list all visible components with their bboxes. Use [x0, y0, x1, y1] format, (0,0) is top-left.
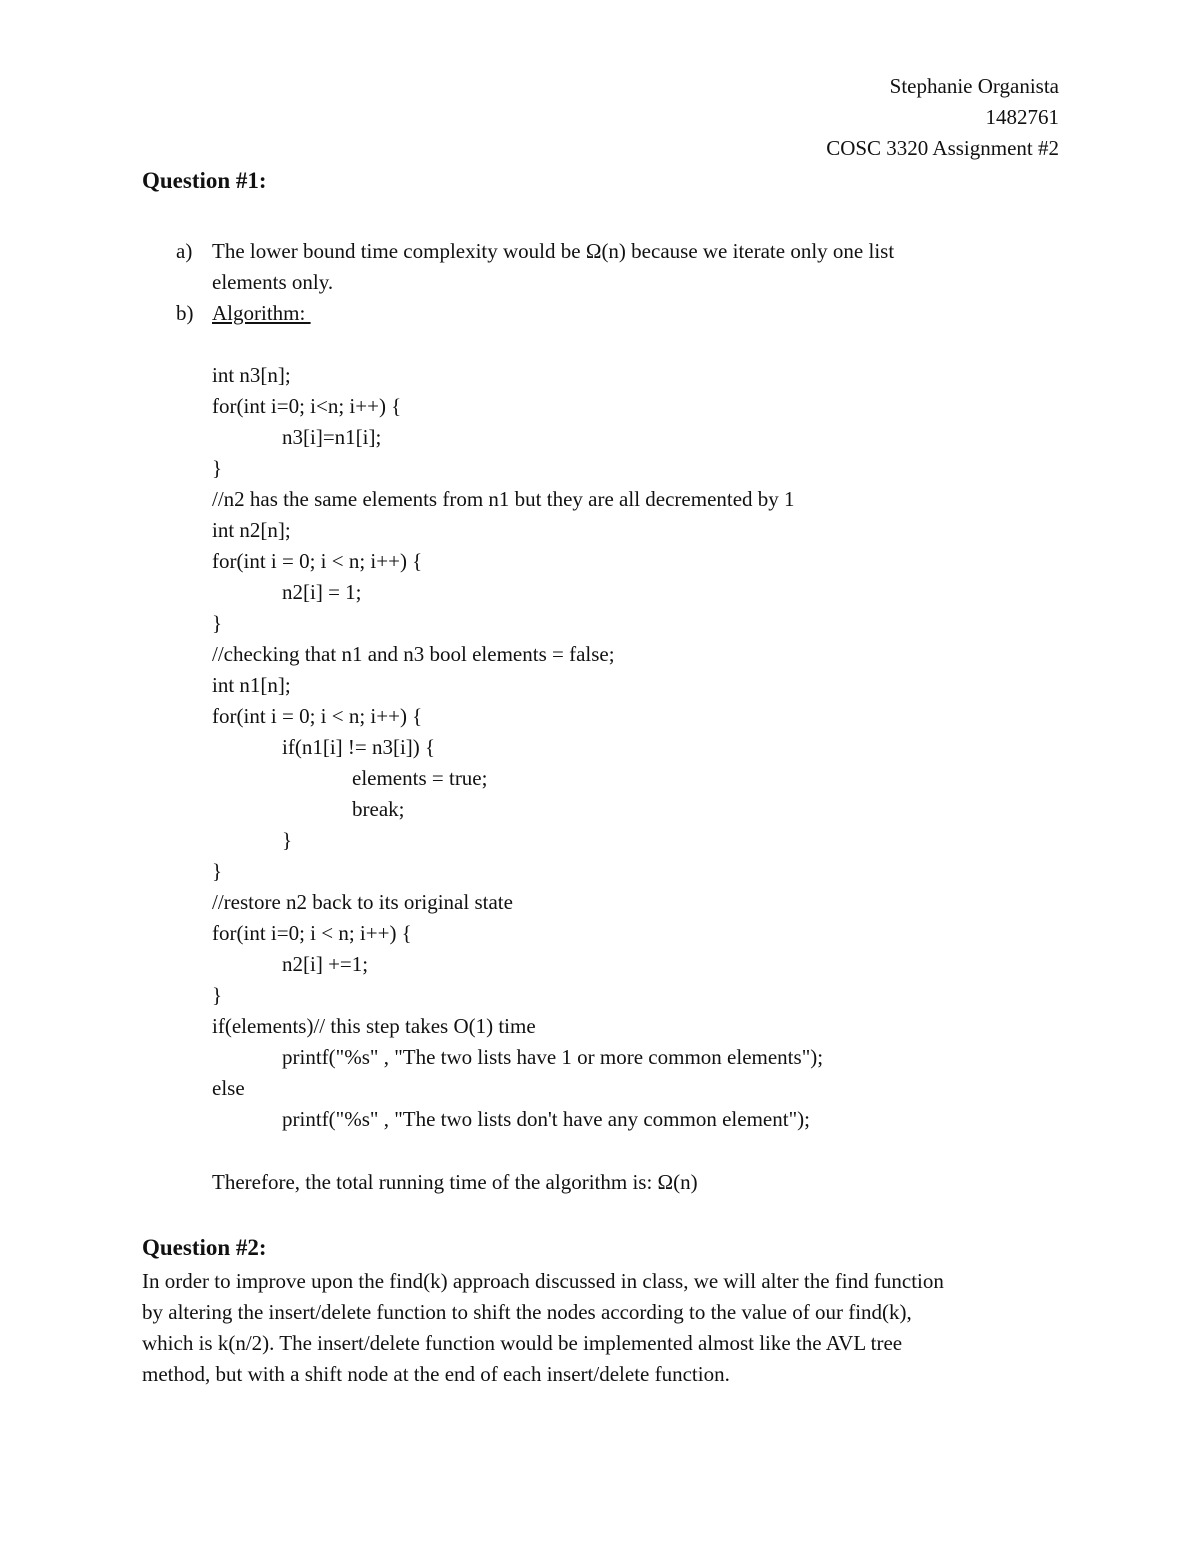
paragraph-line: method, but with a shift node at the end of each insert/delete function. — [142, 1362, 730, 1386]
code-line: for(int i = 0; i < n; i++) { — [212, 704, 423, 728]
code-line: if(elements)// this step takes O(1) time — [212, 1014, 536, 1038]
part-a-text-line-1: The lower bound time complexity would be Ω(n) because we iterate only one list — [212, 239, 895, 263]
part-b-label: Algorithm: — [212, 301, 311, 325]
author-name: Stephanie Organista — [889, 74, 1059, 98]
code-line: } — [212, 859, 223, 883]
paragraph-line: which is k(n/2). The insert/delete function would be implemented almost like the AVL tree — [142, 1331, 903, 1355]
code-line: n3[i]=n1[i]; — [282, 425, 382, 449]
question-2-heading: Question #2: — [142, 1235, 267, 1260]
code-comment: //n2 has the same elements from n1 but they are all decremented by 1 — [212, 487, 795, 511]
code-line: int n3[n]; — [212, 363, 291, 387]
code-line: int n1[n]; — [212, 673, 291, 697]
conclusion-text: Therefore, the total running time of the algorithm is: Ω(n) — [212, 1170, 698, 1194]
code-line: n2[i] = 1; — [282, 580, 362, 604]
code-line: n2[i] +=1; — [282, 952, 369, 976]
code-line: printf("%s" , "The two lists don't have any common element"); — [282, 1107, 810, 1131]
code-line: break; — [352, 797, 405, 821]
code-line: } — [212, 611, 223, 635]
part-b-marker: b) — [176, 301, 194, 325]
code-comment: //checking that n1 and n3 bool elements = false; — [212, 642, 615, 666]
paragraph-line: by altering the insert/delete function to shift the nodes according to the value of our find(k), — [142, 1300, 912, 1324]
code-line: else — [212, 1076, 245, 1100]
paragraph-line: In order to improve upon the find(k) approach discussed in class, we will alter the find function — [142, 1269, 944, 1293]
code-line: int n2[n]; — [212, 518, 291, 542]
code-line: if(n1[i] != n3[i]) { — [282, 735, 436, 759]
code-line: for(int i=0; i < n; i++) { — [212, 921, 412, 945]
code-line: } — [282, 828, 293, 852]
code-line: for(int i=0; i<n; i++) { — [212, 394, 402, 418]
code-line: printf("%s" , "The two lists have 1 or more common elements"); — [282, 1045, 824, 1069]
question-1-heading: Question #1: — [142, 168, 267, 193]
part-a-marker: a) — [176, 239, 193, 263]
code-line: } — [212, 456, 223, 480]
code-line: for(int i = 0; i < n; i++) { — [212, 549, 423, 573]
part-a-text-line-2: elements only. — [212, 270, 334, 294]
course-assignment: COSC 3320 Assignment #2 — [826, 136, 1059, 160]
code-line: } — [212, 983, 223, 1007]
code-comment: //restore n2 back to its original state — [212, 890, 513, 914]
code-line: elements = true; — [352, 766, 488, 790]
student-id: 1482761 — [985, 105, 1059, 129]
